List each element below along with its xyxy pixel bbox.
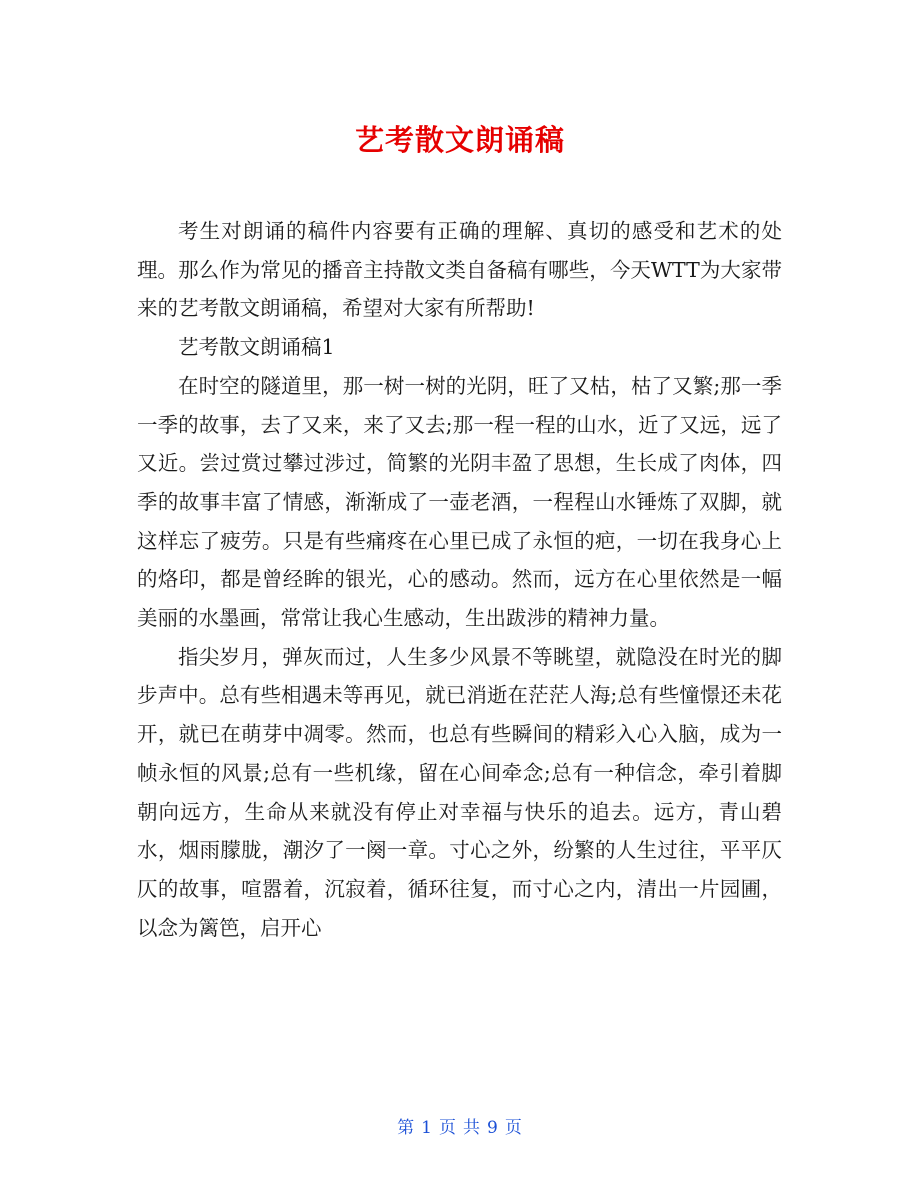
footer-total-label: 共 xyxy=(463,1118,481,1138)
body-paragraph: 在时空的隧道里，那一树一树的光阴，旺了又枯，枯了又繁;那一季一季的故事，去了又来，来了又去;那一程一程的山水，近了又远，远了又近。尝过赏过攀过涉过，简繁的光阴丰盈了思想，生长成了肉体，四季的故事丰富了情感，渐渐成了一壶老酒，一程程山水锤炼了双脚，就这样忘了疲劳。只是有些痛疼在心里已成了永恒的疤，一切在我身心上的烙印，都是曾经眸的银光，心的感动。然而，远方在心里依然是一幅美丽的水墨画，常常让我心生感动，生出跋涉的精神力量。 xyxy=(137,373,782,631)
footer-page-unit: 页 xyxy=(439,1118,457,1138)
footer-total-unit: 页 xyxy=(504,1118,523,1138)
intro-paragraph: 考生对朗诵的稿件内容要有正确的理解、真切的感受和艺术的处理。那么作为常见的播音主持散文类自备稿有哪些，今天WTT为大家带来的艺考散文朗诵稿，希望对大家有所帮助! xyxy=(137,219,782,321)
document-title: 艺考散文朗诵稿 xyxy=(354,123,565,157)
footer-current-page: 1 xyxy=(421,1118,433,1138)
section-heading: 艺考散文朗诵稿1 xyxy=(178,335,335,360)
page-footer xyxy=(0,1113,920,1138)
body-paragraph: 指尖岁月，弹灰而过，人生多少风景不等眺望，就隐没在时光的脚步声中。总有些相遇未等再见，就已消逝在茫茫人海;总有些憧憬还未花开，就已在萌芽中凋零。然而，也总有些瞬间的精彩入心入脑，成为一帧永恒的风景;总有一些机缘，留在心间牵念;总有一种信念，牵引着脚朝向远方，生命从来就没有停止对幸福与快乐的追去。远方，青山碧水，烟雨朦胧，潮汐了一阕一章。寸心之外，纷繁的人生过往，平平仄仄的故事，喧嚣着，沉寂着，循环往复，而寸心之内，清出一片园圃，以念为篱笆，启开心 xyxy=(137,644,782,940)
footer-page-label: 第 xyxy=(397,1118,416,1138)
footer-total-pages: 9 xyxy=(487,1118,499,1138)
document-body xyxy=(137,212,782,947)
